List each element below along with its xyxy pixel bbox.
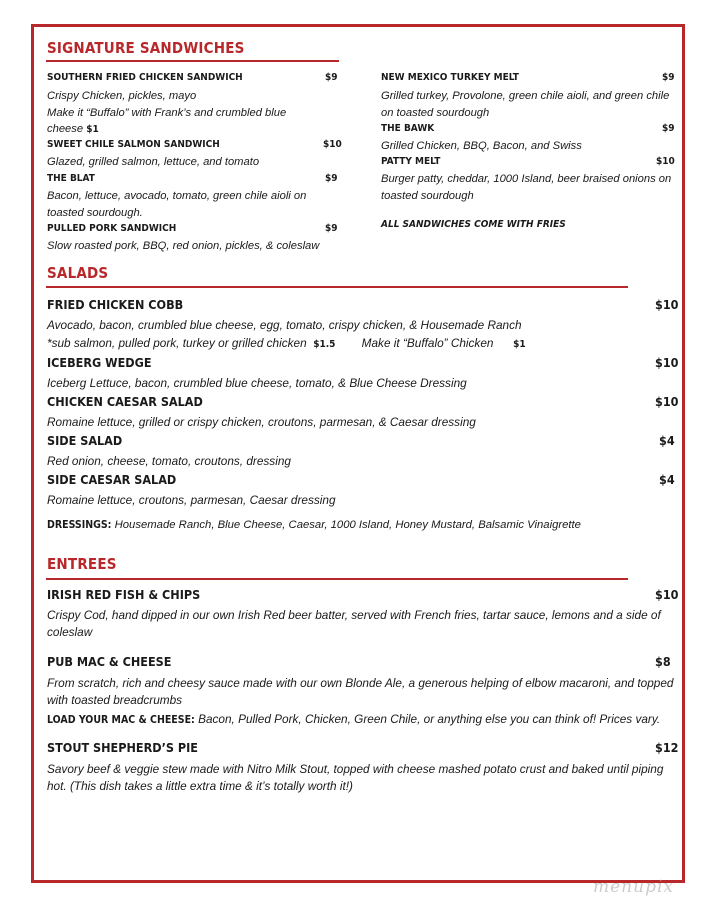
menu-item-name: PUB MAC & CHEESE (47, 654, 172, 669)
section-heading-entrees: ENTREES (47, 555, 117, 573)
watermark-logo: menupix (593, 877, 674, 897)
menu-item-price: $8 (655, 654, 671, 669)
menu-item-description: Avocado, bacon, crumbled blue cheese, egg, tomato, crispy chicken, & Housemade Ranch (47, 318, 522, 332)
menu-item-description: Romaine lettuce, croutons, parmesan, Caesar dressing (47, 493, 336, 507)
menu-item-price: $9 (325, 72, 338, 83)
menu-item-description: Red onion, cheese, tomato, croutons, dressing (47, 454, 291, 468)
menu-item-description: Glazed, grilled salmon, lettuce, and tomato (47, 156, 260, 168)
dressings-text: Housemade Ranch, Blue Cheese, Caesar, 1000 Island, Honey Mustard, Balsamic Vinaigrette (114, 519, 581, 531)
menu-item-price: $10 (323, 139, 342, 150)
menu-item-description (47, 88, 317, 139)
item-extra-text: Make it “Buffalo” with Frank’s and crumbled blue cheese (47, 106, 287, 135)
menu-item-price: $9 (662, 123, 675, 134)
menu-item-name: CHICKEN CAESAR SALAD (47, 394, 203, 409)
menu-item-description: Crispy Cod, hand dipped in our own Irish Red beer batter, served with French fries, tartar sauce, lemons and a side of coleslaw (47, 608, 661, 639)
menu-item-price: $10 (655, 355, 679, 370)
menu-item-name: SOUTHERN FRIED CHICKEN SANDWICH (47, 72, 243, 83)
menu-item-name: THE BAWK (381, 123, 435, 134)
menu-item-price: $10 (655, 297, 679, 312)
menu-item-price: $10 (655, 394, 679, 409)
menu-item-name: ICEBERG WEDGE (47, 355, 152, 370)
menu-item-description: Bacon, lettuce, avocado, tomato, green chile aioli on toasted sourdough. (47, 190, 307, 219)
section-rule (46, 578, 628, 580)
section-heading-sandwiches: SIGNATURE SANDWICHES (47, 39, 245, 57)
menu-item-description: Grilled Chicken, BBQ, Bacon, and Swiss (381, 140, 582, 152)
menu-item-description: Romaine lettuce, grilled or crispy chicken, croutons, parmesan, & Caesar dressing (47, 415, 476, 429)
buffalo-option-text: Make it “Buffalo” Chicken (361, 336, 494, 350)
menu-item-price: $9 (662, 72, 675, 83)
item-desc-text: Crispy Chicken, pickles, mayo (47, 90, 197, 102)
load-mac-text: Bacon, Pulled Pork, Chicken, Green Chile, or anything else you can think of! Prices vary. (198, 712, 661, 726)
menu-item-name: SIDE SALAD (47, 433, 123, 448)
menu-item-description: Savory beef & veggie stew made with Nitro Milk Stout, topped with cheese mashed potato crust and baked until piping hot. (This dish takes a little extra time & it’s totally worth it!) (47, 762, 664, 793)
menu-item-name: FRIED CHICKEN COBB (47, 297, 184, 312)
item-extra-price: $1 (86, 124, 99, 135)
menu-item-name: PULLED PORK SANDWICH (47, 223, 177, 234)
sandwich-note: ALL SANDWICHES COME WITH FRIES (381, 219, 566, 230)
menu-item-price: $9 (325, 173, 338, 184)
menu-item-description: Grilled turkey, Provolone, green chile aioli, and green chile on toasted sourdough (381, 90, 670, 119)
menu-item-price: $12 (655, 740, 679, 755)
section-heading-salads: SALADS (47, 264, 109, 282)
section-rule (46, 286, 628, 288)
menu-item-description: Iceberg Lettuce, bacon, crumbled blue cheese, tomato, & Blue Cheese Dressing (47, 376, 467, 390)
dressings-label: DRESSINGS: (47, 519, 112, 531)
menu-item-price: $10 (655, 587, 679, 602)
menu-item-name: SWEET CHILE SALMON SANDWICH (47, 139, 220, 150)
menu-item-price: $4 (659, 472, 675, 487)
menu-item-description: Burger patty, cheddar, 1000 Island, beer braised onions on toasted sourdough (381, 173, 672, 202)
section-rule (46, 60, 339, 62)
sub-option-price: $1.5 (313, 339, 336, 350)
menu-item-name: THE BLAT (47, 173, 95, 184)
load-mac-options (47, 711, 687, 729)
menu-item-description: Slow roasted pork, BBQ, red onion, pickles, & coleslaw (47, 240, 320, 252)
load-mac-label: LOAD YOUR MAC & CHEESE: (47, 714, 195, 726)
menu-item-price: $10 (656, 156, 675, 167)
menu-item-price: $9 (325, 223, 338, 234)
menu-item-name: STOUT SHEPHERD’S PIE (47, 740, 198, 755)
menu-item-price: $4 (659, 433, 675, 448)
buffalo-option-price: $1 (513, 339, 526, 350)
menu-item-name: IRISH RED FISH & CHIPS (47, 587, 201, 602)
dressings-list (47, 517, 687, 534)
menu-item-name: PATTY MELT (381, 156, 441, 167)
menu-item-description: From scratch, rich and cheesy sauce made with our own Blonde Ale, a generous helping of elbow macaroni, and topped with toasted breadcrumbs (47, 676, 674, 707)
menu-item-modifiers (47, 335, 667, 353)
menu-item-name: SIDE CAESAR SALAD (47, 472, 177, 487)
menu-item-name: NEW MEXICO TURKEY MELT (381, 72, 519, 83)
sub-option-text: *sub salmon, pulled pork, turkey or grilled chicken (47, 336, 307, 350)
